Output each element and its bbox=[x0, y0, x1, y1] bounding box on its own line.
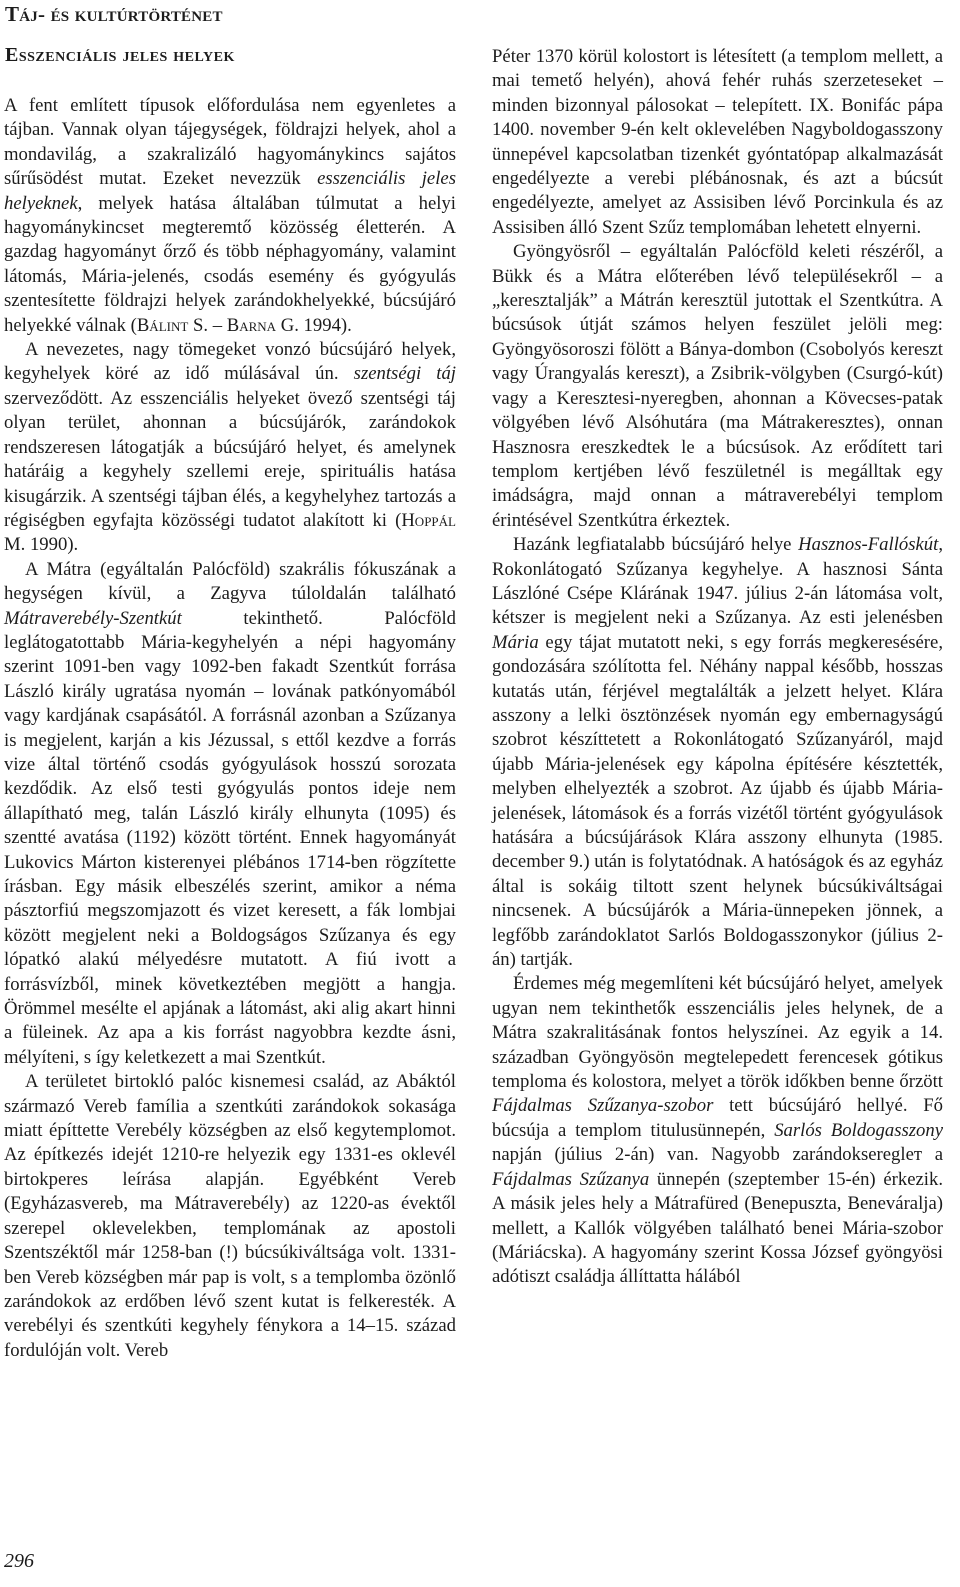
citation-author: Barna bbox=[226, 314, 277, 336]
italic-term: Fájdalmas Szűzanya bbox=[492, 1168, 650, 1190]
italic-term: esszenciális jeles helyeknek bbox=[4, 168, 456, 214]
paragraph-vereb-family: A területet birtokló palóc kisnemesi család, az Abáktól származó Vereb família a szentkúti zarándokok sokasága miatt építtette Verebély községben az első kegytemplomot. Az építkezés idejét 1210-re helyezik egy 1331-es oklevél birtokperes leírása alapján. Egyébként Vereb (Egyházasvereb, ma Mátraverebély) az 1220-as évektől szerepel oklevelekben, templomának az apostoli Szentszéktől már 1258-ban (!) búcsúkiváltsága volt. 1331-ben Vereb községben már pap is volt, s a templomba özönlő zarándokok az erdőben lévő szent kutat is felkeresték. A verebélyi és szentkúti kegyhely fénykora a 14–15. század fordulóján volt. Vereb bbox=[4, 1071, 456, 1361]
left-column bbox=[4, 94, 456, 1363]
running-head: Táj- és kultúrtörténet bbox=[5, 2, 223, 26]
paragraph-hasznos-fallosklut: Hazánk legfiatalabb búcsújáró helye Hasznos-Fallóskút, Rokonlátogató Szűzanya kegyhelye. A hasznosi Sánta Lászlóné Csépe Klárának 1947. július 2-án látomása volt, kétszer is megjelent neki a Szűzanya. Az esti jelenésben Mária egy tájat mutatott neki, s egy forrás megkeresésére, gondozására szólította fel. Néhány nappal később, hosszas kutatás után, férjével megtalálták a jelzett helyet. Klára asszony a lelki ösztönzések nyomán egy embernagyságú szobrot készíttetett a Rokonlátogató Szűzanyáról, majd újabb Mária-jelenések egy kápolna építésére késztették, melyben elhelyezték a szobrot. Az újabb és újabb Mária-jelenések, látomások és a forrás vizétől történt gyógyulások hatására a búcsújárások Klára asszony elhunyta (1985. december 9.) után is folytatódnak. A hatóságok és az egyház által is sokáig tiltott szent helynek búcsúkiváltságai nincsenek. A búcsújárók a Mária-ünnepeken jönnek, a legfőbb zarándoklatot Sarlós Boldogasszonykor (július 2-án) tartják. bbox=[492, 534, 943, 971]
section-title: Esszenciális jeles helyek bbox=[5, 44, 235, 66]
citation-author: Hoppál bbox=[401, 509, 456, 531]
paragraph-gyongyos-pilgrims: Gyöngyösről – egyáltalán Palócföld keleti részéről, a Bükk és a Mátra előterében lévő településekről – a „keresztalják” a Mátrán keresztül jutottak el Szentkútra. A búcsúsok útját számos helyen feszület jelöli meg: Gyöngyösoroszi fölött a Bánya-dombon (Csobolyós kereszt vagy Úrangyalás kereszt), a Zsibrik-völgyben (Csurgó-kút) vagy a Keresztesi-nyeregben, ahonnan a Kövecses-patak völgyében lévő Alsóhutára (ma Mátrakeresztes), onnan Hasznosra ereszkedtek le a búcsúsok. Az erődített tari templom kertjében lévő feszületnél is megálltak egy imádságra, majd onnan a mátraverebélyi templom érintésével Szentkútra érkeztek. bbox=[492, 241, 943, 531]
paragraph-sacred-landscape: A nevezetes, nagy tömegeket vonzó búcsújáró helyek, kegyhelyek köré az idő múlásával ún. szentségi táj szerveződött. Az esszenciális helyeket övező szentségi táj olyan terület, ahonnan a búcsújárók, zarándokok rendszeresen látogatják a búcsújáró helyet, és amelynek határáig a kegyhely szellemi ereje, spirituális hatása kisugárzik. A szentségi tájban élés, a kegyhelyhez tartozás a régiségben egyfajta közösségi tudatot alakított ki (Hoppál M. 1990). bbox=[4, 339, 456, 556]
italic-place-name: Mátraverebély-Szentkút bbox=[4, 607, 182, 629]
paragraph-other-pilgrimage-sites: Érdemes még megemlíteni két búcsújáró helyet, amelyek ugyan nem tekinthetők esszenciális jeles helynek, de a Mátra szakralitásának fontos helyszínei. Az egyik a 14. században Gyöngyösön megtelepedett ferencesek gótikus temploma és kolostora, melyet a török időkben benne őrzött Fájdalmas Szűzanya-szobor tett búcsújáró hellyé. Fő búcsúja a templom titulusünnepén, Sarlós Boldogasszony napján (július 2-án) van. Nagyobb zarándokseregleт a Fájdalmas Szűzanya ünnepén (szeptember 15-én) érkezik. A másik jeles hely a Mátrafüred (Benepuszta, Beneváralja) mellett, a Kallók völgyében található benei Mária-szobor (Máriácska). A hagyomány szerint Kossa József gyöngyösi adótiszt családja állíttatta hálából bbox=[492, 973, 943, 1288]
italic-term: Sarlós Boldogasszony bbox=[774, 1119, 943, 1141]
italic-term: Fájdalmas Szűzanya-szobor bbox=[492, 1095, 714, 1117]
italic-term: szentségi táj bbox=[353, 363, 456, 385]
italic-place-name: Hasznos-Fallóskút bbox=[798, 534, 939, 556]
page-number: 296 bbox=[4, 1550, 34, 1572]
citation-author: Bálint bbox=[136, 314, 189, 336]
paragraph-monastery: Péter 1370 körül kolostort is létesített (a templom mellett, a mai temető helyén), ahová fehér ruhás szerzeteseket – minden bizonnyal pálosokat – telepített. IX. Bonifác pápa 1400. november 9-én kelt oklevelében Nagyboldogasszony ünnepével kapcsolatban tizenkét gyóntatópap alkalmazását engedélyezte a verebi plébánosnak, és azt a búcsút engedélyezte, amelyet az Assisiben lévő Porcinkula és az Assisiben álló Szent Szűz templomában lehetett elnyerni. bbox=[492, 46, 943, 238]
italic-term: Mária bbox=[492, 631, 539, 653]
paragraph-szentkut: A Mátra (egyáltalán Palócföld) szakrális fókuszának a hegységen kívül, a Zagyva túloldalán található Mátraverebély-Szentkút tekinthető. Palócföld leglátogatottabb Mária-kegyhelyén a népi hagyomány szerint 1091-ben vagy 1092-ben fakadt Szentkút forrása László király ugratása nyomán – lovának patkónyomából vagy kardjának csapásától. A forrásnál azonban a Szűzanya is megjelent, karján a kis Jézussal, s ettől kezdve a forrás vize által történő csodás gyógyulások hosszú sorozata kezdődik. Az első testi gyógyulás pontos ideje nem állapítható meg, talán László király elhunyta (1095) és szentté avatása (1192) között történt. Ennek hagyományát Lukovics Márton kisterenyei plébános 1714-ben rögzítette írásban. Egy másik elbeszélés szerint, amikor a néma pásztorfiú megszomjazott és vizet keresett, a fák lombjai között megjelent neki a Boldogságos Szűzanya és egy lópatkó alakú mélyedésre mutatott. A fiú ivott a forrásvízből, minek következtében megjött a hangja. Örömmel mesélte el apjának a látomást, aki alig akart hinni a füleinek. Az apa a kis forrást nagyobbra kezdte ásni, mélyíteni, s így keletkezett a mai Szentkút. bbox=[4, 558, 456, 1068]
paragraph-essential-places: A fent említett típusok előfordulása nem egyenletes a tájban. Vannak olyan tájegységek, földrajzi helyek, ahol a mondavilág, a szakralizáló hagyománykincs sajátos sűrűsödést mutat. Ezeket nevezzük esszenciális jeles helyeknek, melyek hatása általában túlmutat a helyi hagyománykincset megteremtő közösség életterén. A gazdag hagyományt őrző és több néphagyomány, valamint látomás, Mária-jelenés, csodás esemény és gyógyulás szentesítette földrajzi helyek zarándokhelyekké, búcsújáró helyekké válnak (Bálint S. – Barna G. 1994). bbox=[4, 95, 456, 336]
right-column bbox=[492, 45, 943, 1290]
